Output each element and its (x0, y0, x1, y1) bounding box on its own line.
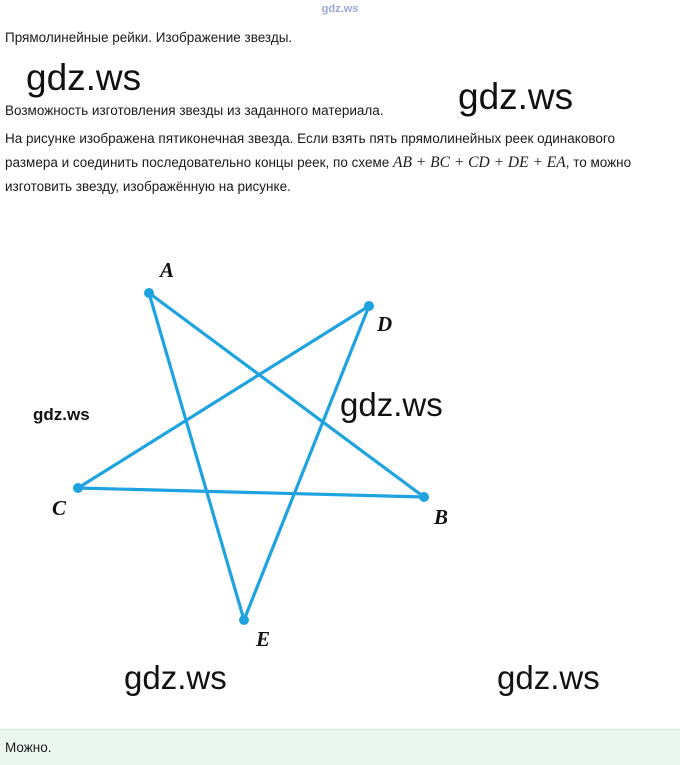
answer-bar (0, 729, 680, 765)
star-svg (0, 225, 680, 675)
vertex-point-B (419, 492, 429, 502)
task-subtitle: Возможность изготовления звезды из заданного материала. (5, 103, 384, 118)
vertex-point-A (144, 288, 154, 298)
answer-text: Можно. (5, 740, 52, 755)
watermark-3: gdz.ws (33, 405, 90, 424)
vertex-label-E: E (256, 627, 271, 651)
task-text-part2: , то можно изготовить звезду, изображённую на рисунке. (5, 155, 632, 194)
watermark-top: gdz.ws (321, 3, 359, 15)
watermark-6: gdz.ws (497, 659, 600, 696)
vertex-label-B: B (434, 505, 449, 529)
task-formula: AB + BC + CD + DE + EA (393, 154, 566, 171)
vertex-point-E (239, 615, 249, 625)
watermark-5: gdz.ws (124, 659, 227, 696)
star-figure (0, 225, 680, 675)
vertex-point-C (73, 483, 83, 493)
watermark-1: gdz.ws (26, 57, 142, 98)
vertex-label-A: A (160, 258, 175, 282)
star-lines (78, 293, 424, 620)
star-edge-DE (244, 306, 369, 620)
vertex-label-D: D (377, 312, 393, 336)
star-edge-CD (78, 306, 369, 488)
star-edge-EA (149, 293, 244, 620)
task-title: Прямолинейные рейки. Изображение звезды. (5, 30, 293, 45)
task-text-part1: На рисунке изображена пятиконечная звезда. Если взять пять прямолинейных реек одинакового размера и соединить последовательно концы реек, по схеме (5, 131, 616, 170)
watermark-2: gdz.ws (458, 76, 574, 117)
task-text (5, 127, 653, 199)
vertex-label-C: C (52, 496, 67, 520)
vertex-point-D (364, 301, 374, 311)
watermark-4: gdz.ws (340, 386, 443, 423)
star-edge-BC (78, 488, 424, 497)
